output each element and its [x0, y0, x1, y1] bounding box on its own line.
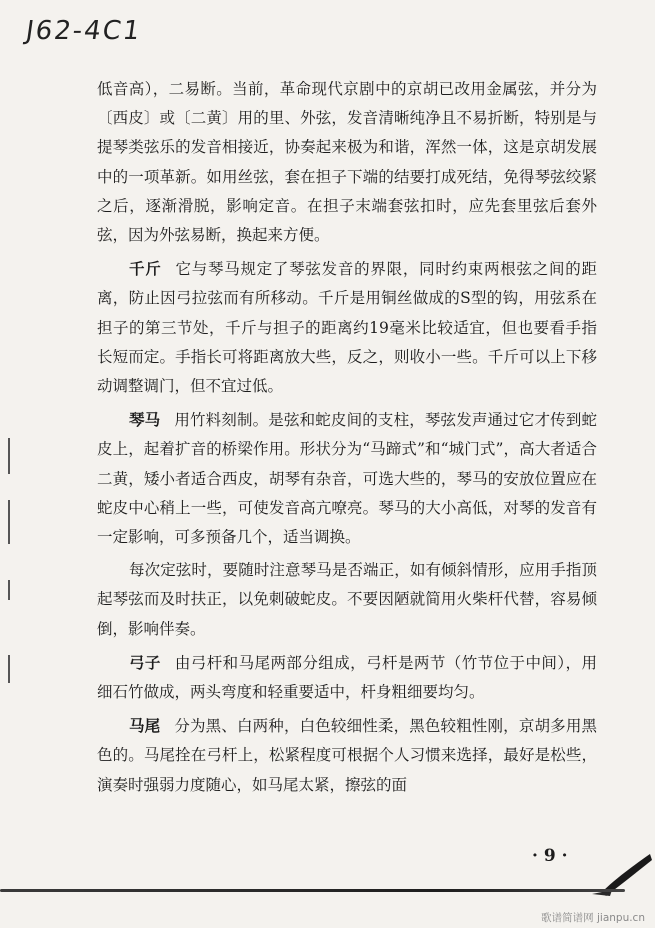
body-text: [97, 75, 597, 804]
section-term: 弓子: [129, 652, 161, 672]
paragraph-text: 低音高），二易断。当前，革命现代京剧中的京胡已改用金属弦，并分为〔西皮〕或〔二黄〕用的里、外弦，发音清晰纯净且不易折断，特别是与提琴类弦乐的发音相接近，协奏起来极为和谐，浑然一体，这是京胡发展中的一项革新。如用丝弦，套在担子下端的结要打成死结，免得琴弦绞紧之后，逐渐滑脱，影响定音。在担子末端套弦扣时，应先套里弦后套外弦，因为外弦易断，换起来方便。: [97, 80, 597, 245]
margin-bar: [8, 438, 10, 474]
paragraph-1: [97, 75, 597, 250]
paragraph-text: 由弓杆和马尾两部分组成，弓杆是两节（竹节位于中间），用细石竹做成，两头弯度和轻重要适中，杆身粗细要均匀。: [97, 653, 597, 702]
paragraph-qianjin: [97, 254, 597, 401]
paragraph-text: 分为黑、白两种，白色较细性柔，黑色较粗性刚，京胡多用黑色的。马尾拴在弓杆上，松紧程度可根据个人习惯来选择，最好是松些，演奏时强弱力度随心，如马尾太紧，擦弦的面: [97, 717, 597, 794]
section-term: 马尾: [129, 716, 161, 736]
paragraph-dingxian: [97, 556, 597, 644]
paragraph-mawei: [97, 711, 597, 800]
watermark: 歌谱简谱网 jianpu.cn: [541, 912, 645, 924]
paragraph-text: 用竹料刻制。是弦和蛇皮间的支柱，琴弦发声通过它才传到蛇皮上，起着扩音的桥梁作用。形状分为“马蹄式”和“城门式”，高大者适合二黄，矮小者适合西皮，胡琴有杂音，可选大些的，琴马的安放位置应在蛇皮中心稍上一些，可使发音高亢嘹亮。琴马的大小高低，对琴的发音有一定影响，可多预备几个，适当调换。: [97, 411, 597, 547]
handwritten-catalog-mark: J62-4C1: [23, 16, 144, 46]
section-term: 琴马: [129, 410, 161, 430]
paragraph-text: 它与琴马规定了琴弦发音的界限，同时约束两根弦之间的距离，防止因弓拉弦而有所移动。千斤是用铜丝做成的S型的钩，用弦系在担子的第三节处，千斤与担子的距离约19毫米比较适宜，但也要看手指长短而定。手指长可将距离放大些，反之，则收小一些。千斤可以上下移动调整调门，但不宜过低。: [97, 260, 597, 396]
paragraph-qinma: [97, 405, 597, 552]
margin-bar: [8, 655, 10, 683]
paragraph-gongzi: [97, 648, 597, 707]
paragraph-text: 每次定弦时，要随时注意琴马是否端正，如有倾斜情形，应用手指顶起琴弦而及时扶正，以免刺破蛇皮。不要因陋就简用火柴杆代替，容易倾倒，影响伴奏。: [97, 561, 597, 638]
section-term: 千斤: [129, 259, 162, 279]
margin-bar: [8, 580, 10, 600]
margin-bar: [8, 500, 10, 544]
page-number: · 9 ·: [532, 846, 568, 866]
bottom-rule: [0, 889, 625, 892]
